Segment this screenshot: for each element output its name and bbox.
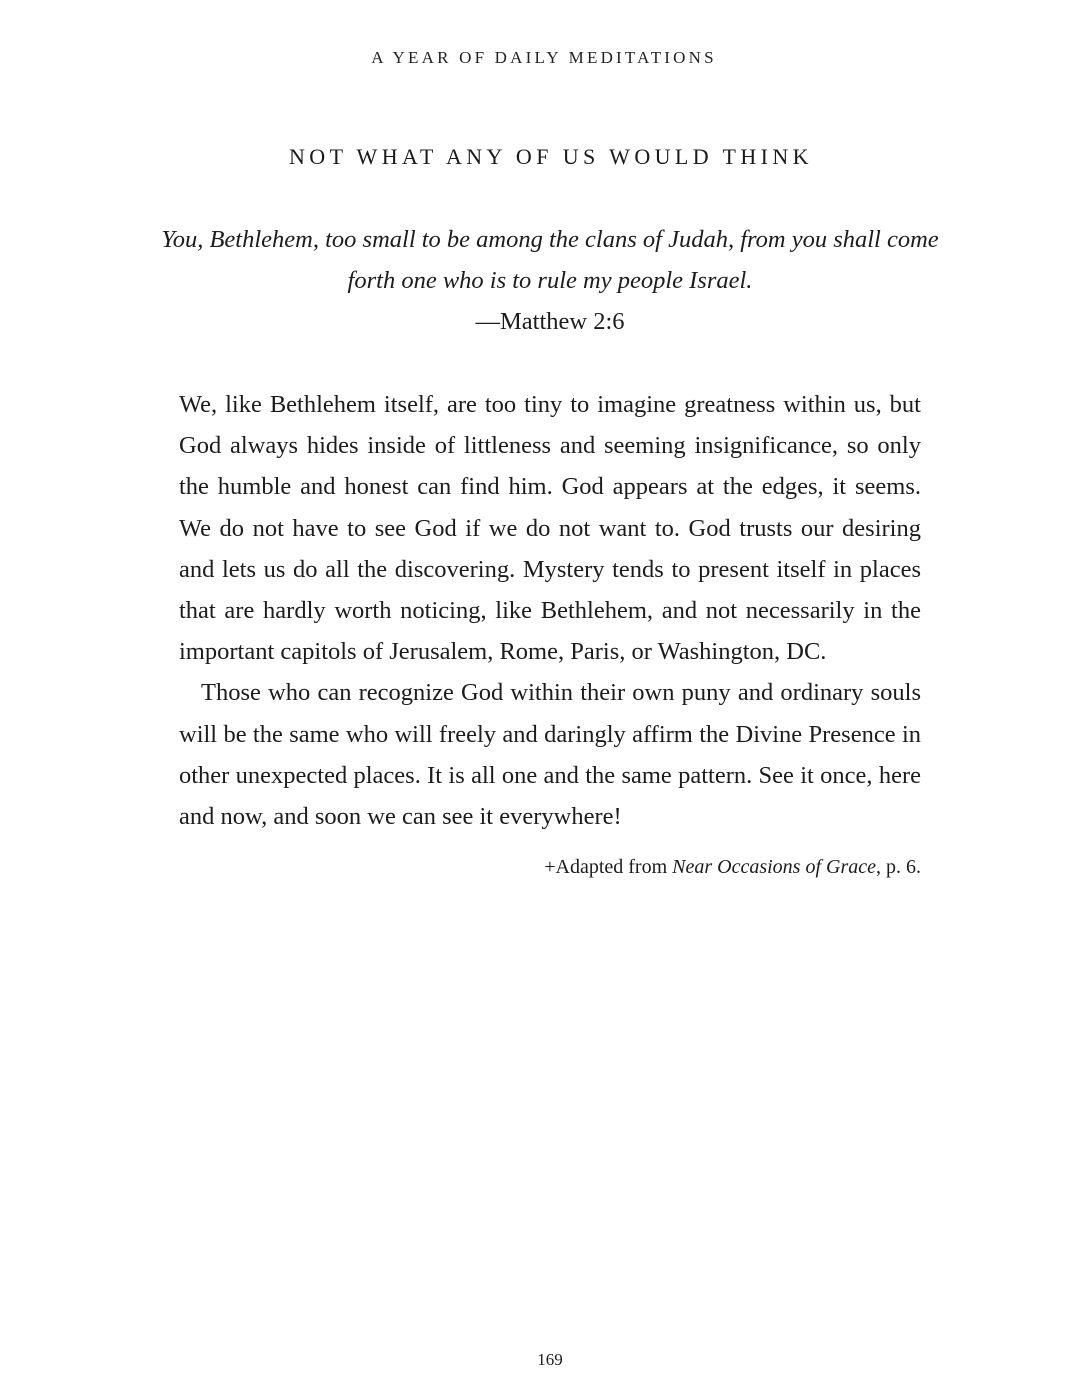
- page-number: 169: [537, 1350, 563, 1369]
- source-attribution: [179, 853, 921, 881]
- epigraph-quote: You, Bethlehem, too small to be among the clans of Judah, from you shall come forth one who is to rule my people Israel.: [161, 226, 939, 294]
- body-paragraph-1: We, like Bethlehem itself, are too tiny to imagine greatness within us, but God always hides inside of littleness and seeming insignificance, so only the humble and honest can find him. God appears at the edges, it seems. We do not have to see God if we do not want to. God trusts our desiring and lets us do all the discovering. Mystery tends to present itself in places that are hardly worth noticing, like Bethlehem, and not necessarily in the important capitols of Jerusalem, Rome, Paris, or Washington, DC.: [179, 391, 921, 666]
- meditation-body: [179, 384, 921, 837]
- attribution-prefix: +Adapted from: [544, 856, 673, 878]
- attribution-suffix: , p. 6.: [876, 856, 921, 878]
- attribution-book-title: Near Occasions of Grace: [672, 856, 876, 878]
- meditation-title: NOT WHAT ANY OF US WOULD THINK: [289, 144, 813, 169]
- epigraph: [160, 219, 940, 342]
- body-paragraph-2: Those who can recognize God within their own puny and ordinary souls will be the same who will freely and daringly affirm the Divine Presence in other unexpected places. It is all one and the same pattern. See it once, here and now, and soon we can see it everywhere!: [179, 679, 921, 831]
- running-head: A YEAR OF DAILY MEDITATIONS: [371, 48, 717, 67]
- epigraph-source: —Matthew 2:6: [475, 308, 625, 335]
